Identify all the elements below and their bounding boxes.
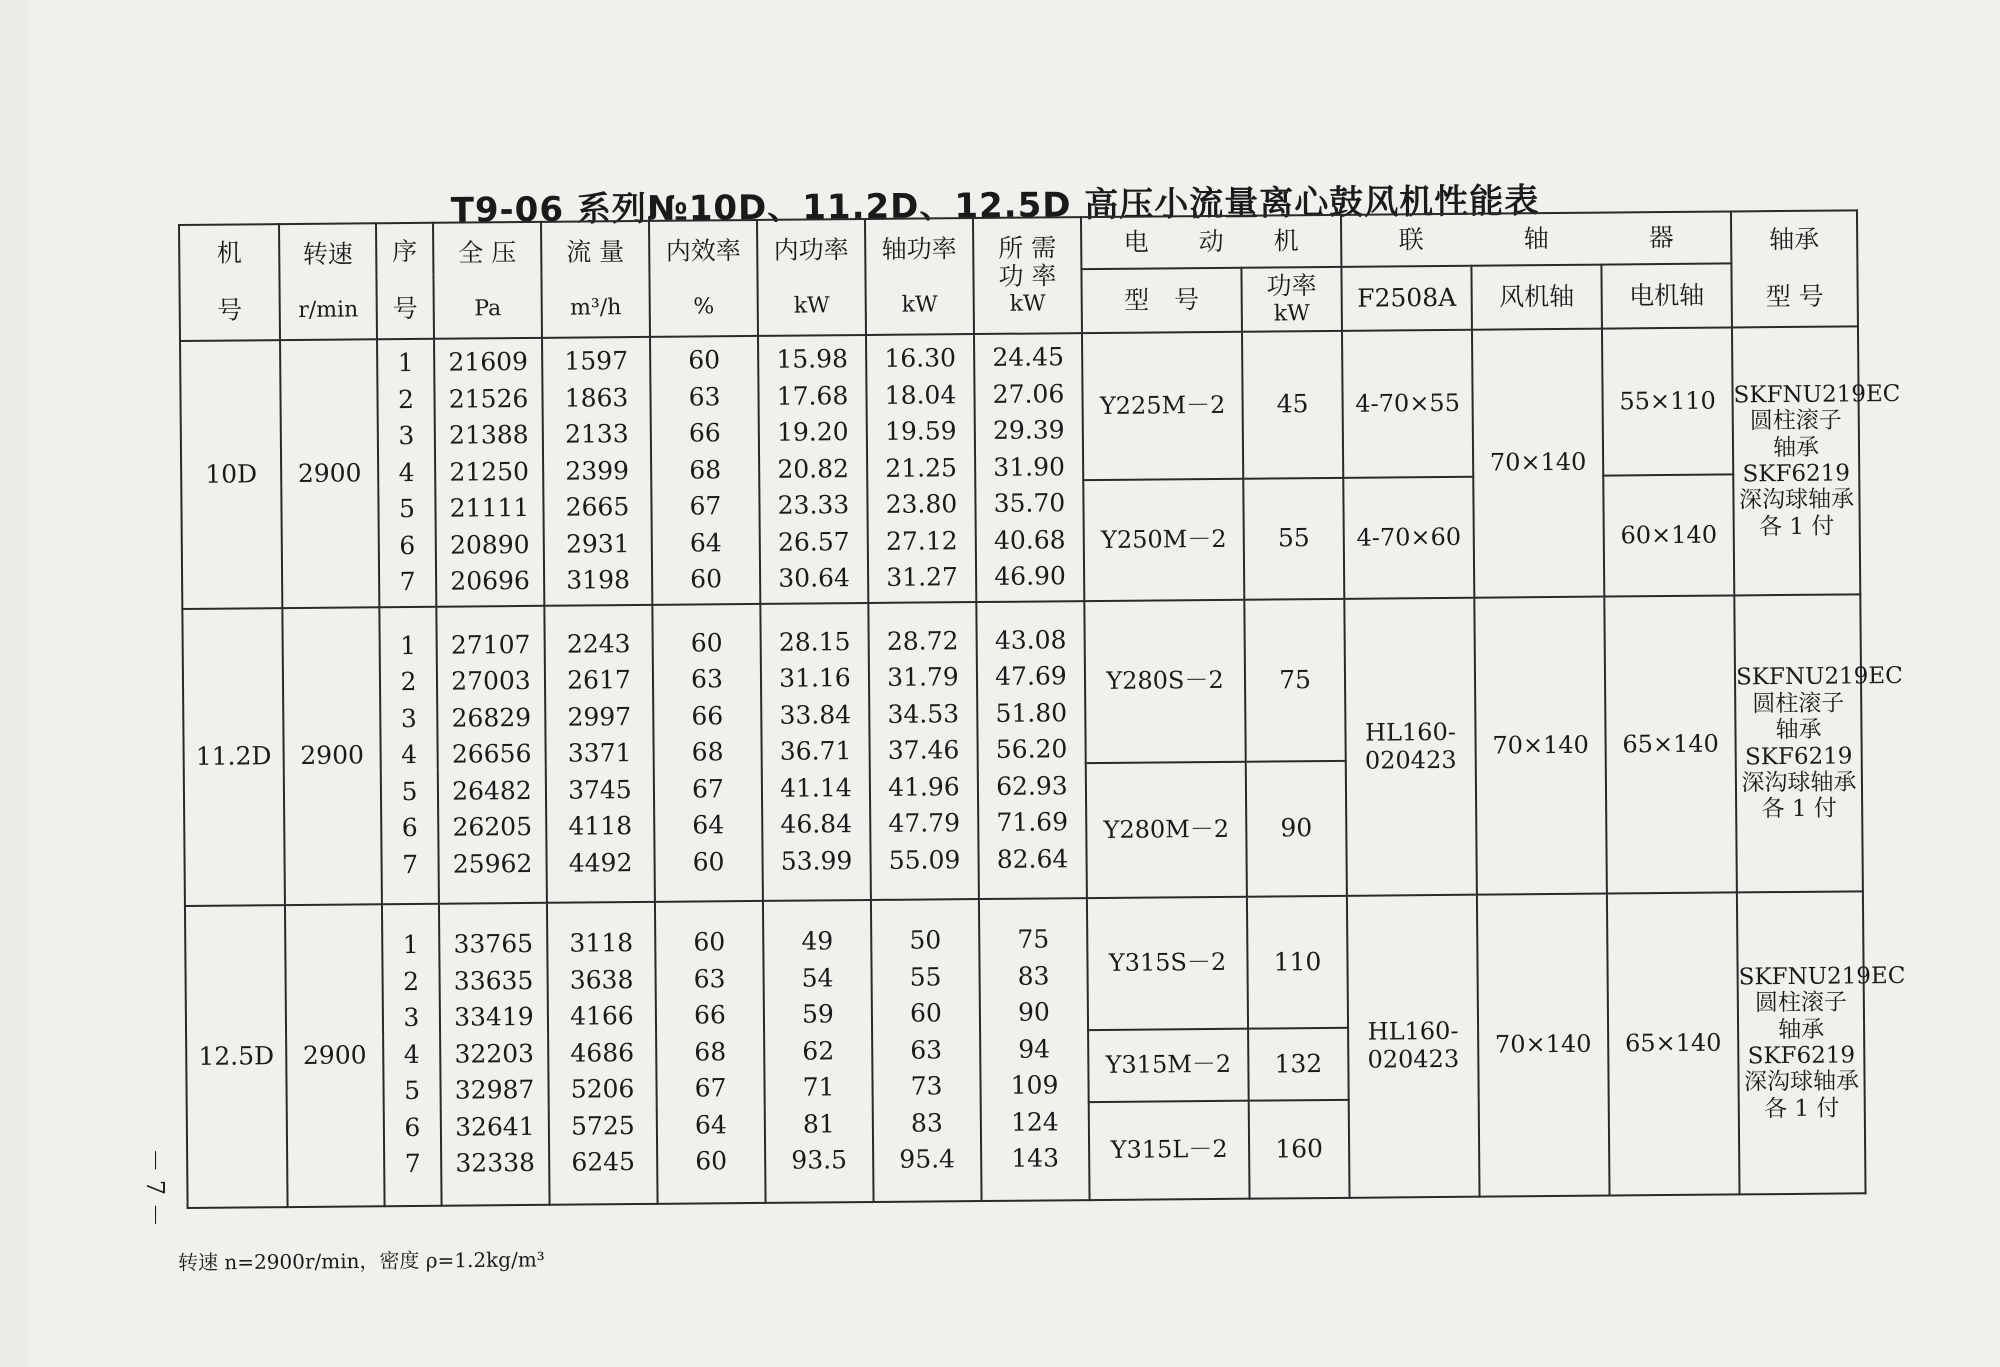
table-cell-value: 109 [1010, 1070, 1059, 1101]
speed: 2900 [282, 607, 382, 905]
seq-list [382, 904, 442, 1206]
table-cell-value: 4 [401, 740, 418, 770]
table-cell-value: 56.20 [995, 734, 1068, 765]
table-cell-value: 32338 [455, 1148, 536, 1178]
cell-text-line: SKFNU219EC [1733, 380, 1901, 409]
cell-text-line: 轴承 [1778, 1016, 1825, 1043]
fan-shaft: 70×140 [1474, 597, 1607, 895]
table-cell-value: 4 [398, 457, 415, 487]
machine-no: 10D [180, 340, 282, 609]
table-cell-value: 16.30 [884, 343, 957, 374]
header-internal-power: 内功率 kW [757, 219, 866, 336]
table-cell-value: 4118 [568, 811, 633, 841]
table-cell-value: 21526 [448, 383, 529, 414]
cell-text-line: 020423 [1367, 1044, 1460, 1074]
table-cell-value: 3745 [568, 774, 632, 805]
table-cell-value: 60 [693, 927, 726, 957]
table-cell-value: 33419 [454, 1002, 534, 1032]
table-cell-value: 34.53 [887, 698, 960, 729]
table-cell-value: 24.45 [992, 342, 1065, 373]
table-cell-value: 2 [403, 966, 420, 996]
table-cell-value: 1863 [564, 382, 629, 413]
pressure-list [436, 606, 547, 904]
cell-text-line: 圆柱滚子 [1752, 690, 1845, 717]
table-cell-value: 66 [688, 418, 721, 448]
machine-no: 12.5D [185, 905, 288, 1208]
table-cell-value: 28.72 [886, 625, 959, 656]
table-cell-value: 30.64 [778, 563, 851, 594]
table-cell-value: 71.69 [996, 807, 1069, 838]
table-cell-value: 7 [399, 567, 416, 597]
table-cell-value: 63 [910, 1035, 943, 1065]
table-cell-value: 33765 [453, 929, 534, 959]
table-cell-value: 7 [402, 849, 419, 879]
motor-shaft: 60×140 [1603, 474, 1734, 596]
table-cell-value: 6 [399, 530, 416, 560]
coupling-model: 4-70×60 [1343, 477, 1474, 599]
table-cell-value: 1 [397, 348, 414, 378]
header-flow: 流 量 m³/h [541, 221, 650, 338]
required-power-list [974, 333, 1084, 602]
table-cell-value: 66 [693, 1000, 726, 1030]
header-seq: 序 号 [376, 223, 434, 339]
table-cell-value: 124 [1010, 1107, 1059, 1137]
table-cell-value: 2 [397, 384, 415, 414]
internal-efficiency-list [652, 604, 763, 902]
cell-text-line: 圆柱滚子 [1754, 989, 1848, 1017]
table-cell-value: 36.71 [779, 736, 852, 767]
table-cell-value: 5725 [570, 1110, 635, 1141]
table-cell-value: 27003 [451, 666, 531, 696]
internal-efficiency-list [650, 336, 760, 605]
table-cell-value: 64 [692, 810, 725, 840]
table-cell-value: 3638 [569, 964, 634, 995]
table-cell-value: 2133 [564, 419, 629, 449]
table-cell-value: 71 [802, 1072, 835, 1102]
table-cell-value: 26656 [451, 739, 532, 769]
motor-shaft: 55×110 [1602, 327, 1733, 475]
table-cell-value: 83 [1017, 961, 1050, 991]
table-cell-value: 51.80 [995, 698, 1068, 728]
table-cell-value: 62 [802, 1036, 835, 1066]
table-cell-value: 5 [401, 776, 418, 806]
table-cell-value: 5 [403, 1076, 421, 1106]
table-cell-value: 2617 [567, 665, 631, 695]
page-number: － 7 － [140, 1148, 169, 1227]
cell-text-line: HL160- [1364, 717, 1457, 747]
table-cell-value: 31.79 [887, 662, 959, 693]
motor-model: Y280S－2 [1084, 600, 1245, 763]
header-speed: 转速 r/min [279, 223, 377, 340]
table-cell-value: 46.90 [994, 561, 1067, 592]
motor-model: Y250M－2 [1083, 479, 1244, 601]
table-cell-value: 21388 [448, 420, 529, 450]
table-cell-value: 93.5 [791, 1145, 848, 1175]
table-cell-value: 27.06 [992, 379, 1065, 409]
table-cell-value: 67 [689, 491, 722, 521]
cell-text-line: SKF6219 [1744, 742, 1853, 770]
flow-list [542, 337, 652, 606]
table-cell-value: 50 [909, 925, 942, 955]
table-cell-value: 32987 [454, 1075, 535, 1105]
cell-text-line: 各 1 付 [1761, 795, 1837, 823]
table-cell-value: 20696 [450, 566, 531, 596]
table-cell-value: 3198 [566, 565, 631, 595]
table-cell-value: 82.64 [996, 844, 1069, 874]
table-cell-value: 3 [398, 421, 415, 451]
header-motor-power: 功率 kW [1241, 267, 1342, 332]
table-cell-value: 60 [692, 847, 725, 877]
motor-model: Y315M－2 [1088, 1029, 1249, 1102]
flow-list [547, 902, 658, 1205]
shaft-power-list [871, 899, 982, 1202]
motor-power: 110 [1247, 896, 1348, 1029]
table-cell-value: 21250 [449, 456, 530, 487]
table-cell-value: 47.69 [995, 661, 1067, 692]
cell-text-line: 各 1 付 [1758, 513, 1835, 541]
shaft-power-list [866, 334, 976, 603]
table-cell-value: 55 [909, 962, 942, 992]
table-cell-value: 7 [404, 1149, 421, 1179]
table-cell-value: 68 [689, 455, 722, 485]
table-cell-value: 20890 [449, 529, 530, 560]
motor-power: 55 [1243, 478, 1344, 600]
cell-text-line: 020423 [1364, 745, 1457, 775]
header-motor: 电 动 机 [1081, 215, 1341, 269]
header-internal-efficiency: 内效率 % [649, 220, 758, 337]
bearing-model [1737, 891, 1906, 1194]
table-cell-value: 37.46 [887, 735, 960, 766]
table-cell-value: 21111 [449, 493, 530, 523]
required-power-list [976, 601, 1087, 899]
motor-model: Y315L－2 [1089, 1101, 1250, 1200]
table-cell-value: 5 [398, 494, 416, 524]
seq-list [379, 607, 439, 904]
table-cell-value: 55.09 [888, 844, 961, 875]
table-cell-value: 2399 [565, 455, 630, 486]
coupling-model: 4-70×55 [1342, 330, 1473, 478]
table-cell-value: 6245 [571, 1147, 636, 1177]
table-cell-value: 3 [400, 703, 417, 733]
table-cell-value: 68 [694, 1036, 727, 1067]
table-cell-value: 35.70 [993, 488, 1066, 519]
table-cell-value: 2931 [565, 528, 630, 559]
machine-no: 11.2D [182, 608, 285, 906]
table-cell-value: 32641 [454, 1111, 535, 1142]
table-cell-value: 31.90 [993, 452, 1066, 482]
table-header [179, 210, 1858, 341]
table-cell-value: 59 [801, 999, 834, 1029]
cell-text-line: HL160- [1367, 1017, 1459, 1047]
footnote: 转速 n=2900r/min，密度 ρ=1.2kg/m³ [177, 1247, 545, 1275]
table-cell-value: 49 [801, 926, 834, 956]
cell-text-line: SKFNU219EC [1738, 962, 1906, 991]
motor-shaft: 65×140 [1604, 595, 1737, 893]
motor-model: Y315S－2 [1087, 897, 1248, 1030]
table-cell-value: 1597 [564, 346, 629, 376]
motor-power: 75 [1244, 599, 1345, 762]
group-11-2d [182, 594, 1903, 906]
motor-power: 90 [1246, 761, 1347, 897]
bearing-model [1734, 594, 1903, 892]
seq-list [377, 339, 436, 607]
table-cell-value: 73 [910, 1071, 943, 1101]
table-cell-value: 32203 [454, 1038, 535, 1069]
table-cell-value: 1 [400, 630, 417, 660]
table-cell-value: 17.68 [776, 380, 849, 411]
table-cell-value: 18.04 [884, 379, 957, 410]
table-cell-value: 26205 [452, 812, 533, 842]
coupling-model [1344, 598, 1477, 896]
cell-text-line: 轴承 [1772, 434, 1820, 461]
table-cell-value: 95.4 [899, 1144, 956, 1174]
table-cell-value: 60 [909, 998, 942, 1028]
table-cell-value: 60 [690, 628, 723, 658]
cell-text-line: SKFNU219EC [1735, 663, 1903, 691]
table-cell-value: 26482 [452, 775, 532, 806]
cell-text-line: SKF6219 [1742, 460, 1851, 488]
table-cell-value: 47.79 [888, 808, 961, 839]
table-cell-value: 28.15 [778, 626, 851, 657]
table-cell-value: 31.16 [779, 663, 851, 694]
table-cell-value: 33.84 [779, 699, 852, 730]
cell-text-line: 各 1 付 [1764, 1095, 1840, 1123]
table-cell-value: 64 [689, 528, 722, 558]
pressure-list [439, 903, 550, 1206]
cell-text-line: 圆柱滚子 [1749, 407, 1842, 435]
fan-shaft: 70×140 [1472, 329, 1604, 598]
table-cell-value: 2997 [567, 701, 632, 732]
speed: 2900 [280, 339, 379, 608]
flow-list [544, 605, 655, 903]
table-cell-value: 23.80 [885, 489, 958, 520]
header-coupling-model: F2508A [1341, 266, 1472, 331]
table-cell-value: 60 [690, 564, 723, 594]
table-cell-value: 81 [802, 1109, 835, 1139]
table-cell-value: 2243 [566, 628, 631, 659]
table-cell-value: 27107 [450, 629, 531, 660]
table-cell-value: 4492 [568, 847, 633, 878]
header-bearing: 轴承 型 号 [1731, 210, 1858, 327]
internal-power-list [758, 335, 868, 604]
pressure-list [434, 338, 544, 607]
table-cell-value: 63 [690, 664, 724, 694]
table-cell-value: 68 [691, 737, 724, 767]
table-cell-value: 26.57 [777, 526, 850, 557]
table-cell-value: 43.08 [994, 625, 1067, 655]
motor-model: Y280M－2 [1086, 762, 1247, 898]
internal-efficiency-list [655, 901, 766, 1204]
motor-power: 45 [1242, 331, 1343, 479]
table-cell-value: 40.68 [993, 525, 1066, 555]
cell-text-line: 深沟球轴承 [1741, 769, 1857, 797]
table-cell-value: 41.14 [780, 772, 852, 803]
table-cell-value: 53.99 [780, 845, 853, 876]
table-cell-value: 3 [403, 1003, 420, 1033]
table-cell-value: 64 [694, 1109, 727, 1140]
table-cell-value: 62.93 [996, 771, 1068, 801]
internal-power-list [763, 900, 874, 1203]
table-cell-value: 27.12 [885, 525, 958, 556]
table-cell-value: 94 [1018, 1034, 1051, 1064]
table-cell-value: 21609 [448, 347, 529, 377]
cell-text-line: SKF6219 [1747, 1042, 1856, 1070]
table-cell-value: 23.33 [777, 490, 850, 521]
table-cell-value: 29.39 [992, 415, 1065, 446]
motor-power: 132 [1248, 1028, 1349, 1101]
motor-power: 160 [1249, 1100, 1350, 1199]
header-shaft-power: 轴功率 kW [865, 218, 974, 335]
group-10d [180, 326, 1901, 609]
table-cell-value: 4686 [570, 1037, 635, 1068]
table-cell-value: 54 [801, 963, 834, 993]
table-cell-value: 4166 [569, 1001, 634, 1031]
coupling-model [1347, 895, 1480, 1198]
table-cell-value: 63 [688, 382, 721, 412]
table-cell-value: 21.25 [885, 452, 958, 483]
table-cell-value: 46.84 [780, 809, 853, 840]
cell-text-line: 轴承 [1775, 716, 1822, 744]
shaft-power-list [868, 602, 979, 900]
internal-power-list [760, 603, 871, 901]
speed: 2900 [285, 904, 385, 1207]
table-cell-value: 20.82 [777, 453, 850, 484]
table-cell-value: 4 [403, 1039, 420, 1069]
table-cell-value: 25962 [452, 848, 533, 879]
table-cell-value: 75 [1017, 924, 1050, 954]
table-cell-value: 60 [695, 1146, 728, 1176]
table-cell-value: 2665 [565, 492, 630, 522]
table-cell-value: 41.96 [888, 771, 960, 802]
table-cell-value: 19.59 [884, 416, 957, 447]
table-cell-value: 5206 [570, 1074, 635, 1104]
table-cell-value: 2 [400, 667, 417, 697]
required-power-list [979, 898, 1090, 1201]
table-cell-value: 60 [688, 345, 721, 375]
motor-shaft: 65×140 [1607, 892, 1740, 1195]
header-motor-model: 型 号 [1081, 268, 1242, 333]
table-cell-value: 63 [693, 964, 726, 994]
table-cell-value: 19.20 [776, 417, 849, 448]
header-pressure: 全 压 Pa [433, 222, 542, 339]
table-cell-value: 90 [1017, 997, 1050, 1027]
table-title: T9-06 系列№10D、11.2D、12.5D 高压小流量离心鼓风机性能表 [450, 181, 1540, 231]
table-cell-value: 6 [404, 1112, 421, 1142]
table-cell-value: 3118 [569, 928, 634, 958]
table-cell-value: 3371 [567, 738, 632, 768]
table-cell-value: 67 [691, 774, 724, 804]
header-motor-shaft: 电机轴 [1601, 263, 1732, 328]
table-cell-value: 67 [694, 1073, 727, 1103]
motor-model: Y225M－2 [1082, 332, 1243, 480]
cell-text-line: 深沟球轴承 [1738, 486, 1855, 514]
table-cell-value: 15.98 [776, 344, 849, 375]
header-machine-no: 机 号 [179, 224, 280, 341]
header-coupling: 联 轴 器 [1341, 211, 1731, 266]
group-12-5d [185, 891, 1906, 1208]
table-cell-value: 31.27 [886, 562, 959, 593]
table-cell-value: 1 [402, 930, 419, 960]
header-fan-shaft: 风机轴 [1471, 265, 1602, 330]
bearing-model [1732, 326, 1901, 595]
table-cell-value: 6 [401, 813, 418, 843]
table-cell-value: 143 [1011, 1143, 1060, 1174]
table-cell-value: 66 [691, 701, 724, 731]
header-required-power: 所 需 功 率 kW [973, 217, 1082, 334]
table-cell-value: 26829 [451, 702, 532, 733]
cell-text-line: 深沟球轴承 [1743, 1068, 1860, 1096]
table-cell-value: 83 [910, 1108, 943, 1138]
performance-table [178, 209, 1906, 1209]
table-cell-value: 33635 [453, 965, 534, 996]
fan-shaft: 70×140 [1477, 894, 1610, 1197]
